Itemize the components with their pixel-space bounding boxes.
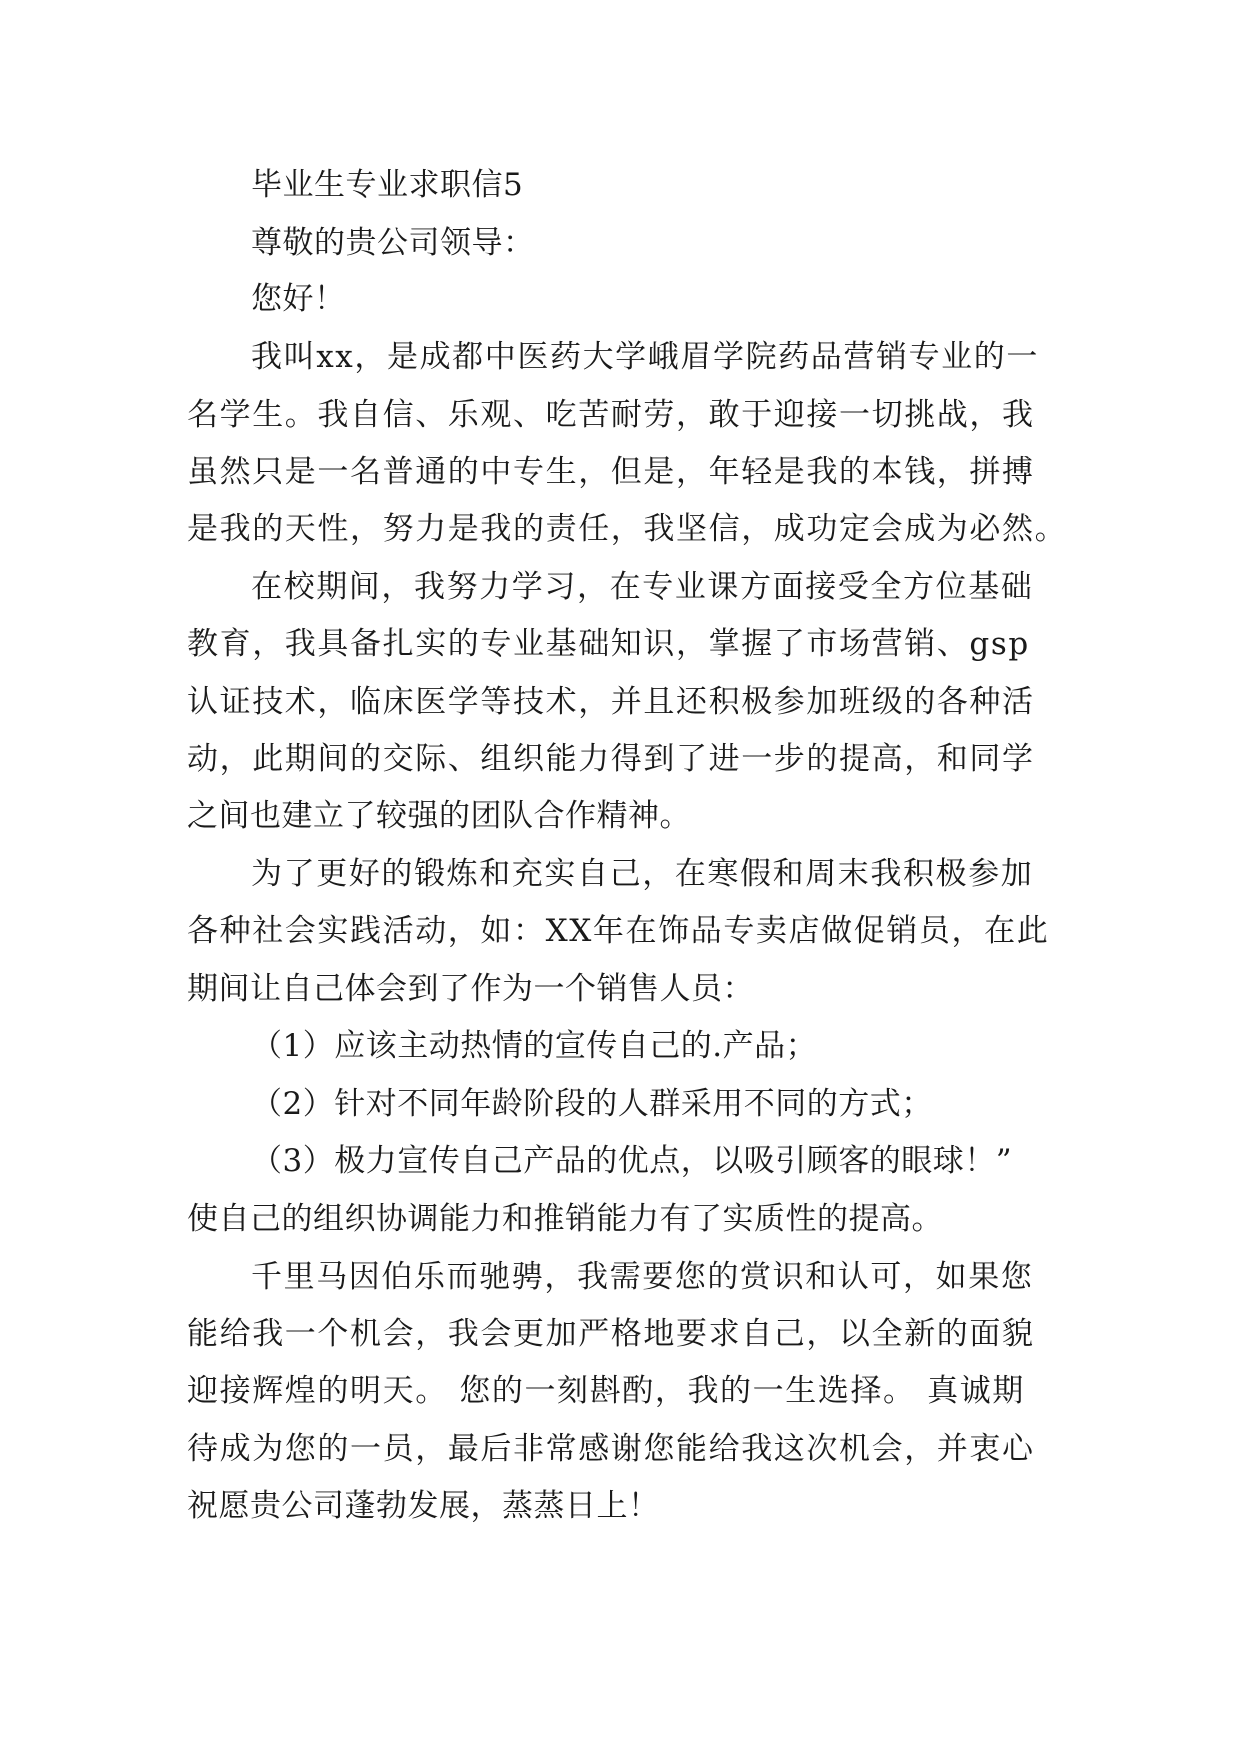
greeting: 您好！: [251, 281, 346, 317]
list-item: （1）应该主动热情的宣传自己的.产品；: [251, 1028, 818, 1064]
list-item: （2）针对不同年龄阶段的人群采用不同的方式；: [251, 1086, 933, 1122]
text-line: 能给我一个机会，我会更加严格地要求自己，以全新的面貌: [187, 1316, 1035, 1352]
text-line: 使自己的组织协调能力和推销能力有了实质性的提高。: [187, 1201, 943, 1237]
text-line: 千里马因伯乐而驰骋，我需要您的赏识和认可，如果您: [251, 1259, 1034, 1295]
text-line: 名学生。我自信、乐观、吃苦耐劳，敢于迎接一切挑战，我: [187, 397, 1035, 433]
text-line: 期间让自己体会到了作为一个销售人员：: [187, 971, 754, 1007]
text-line: 之间也建立了较强的团队合作精神。: [187, 798, 691, 834]
text-line: 动，此期间的交际、组织能力得到了进一步的提高，和同学: [187, 741, 1035, 777]
text-line: 我叫xx，是成都中医药大学峨眉学院药品营销专业的一: [251, 339, 1039, 375]
text-line: 各种社会实践活动，如：XX年在饰品专卖店做促销员，在此: [187, 913, 1050, 949]
text-line: 迎接辉煌的明天。 您的一刻斟酌，我的一生选择。 真诚期: [187, 1373, 1025, 1409]
document-title: 毕业生专业求职信5: [251, 167, 524, 203]
text-line: 为了更好的锻炼和充实自己，在寒假和周末我积极参加: [251, 856, 1034, 892]
text-line: 教育，我具备扎实的专业基础知识，掌握了市场营销、gsp: [187, 626, 1030, 662]
salutation: 尊敬的贵公司领导：: [251, 225, 535, 261]
list-item: （3）极力宣传自己产品的优点，以吸引顾客的眼球！”: [251, 1143, 1013, 1179]
text-line: 认证技术，临床医学等技术，并且还积极参加班级的各种活: [187, 684, 1035, 720]
text-line: 祝愿贵公司蓬勃发展，蒸蒸日上！: [187, 1488, 660, 1524]
text-line: 是我的天性，努力是我的责任，我坚信，成功定会成为必然。: [187, 511, 1068, 547]
text-line: 在校期间，我努力学习，在专业课方面接受全方位基础: [251, 569, 1034, 605]
text-line: 待成为您的一员，最后非常感谢您能给我这次机会，并衷心: [187, 1431, 1035, 1467]
text-line: 虽然只是一名普通的中专生，但是，年轻是我的本钱，拼搏: [187, 454, 1035, 490]
